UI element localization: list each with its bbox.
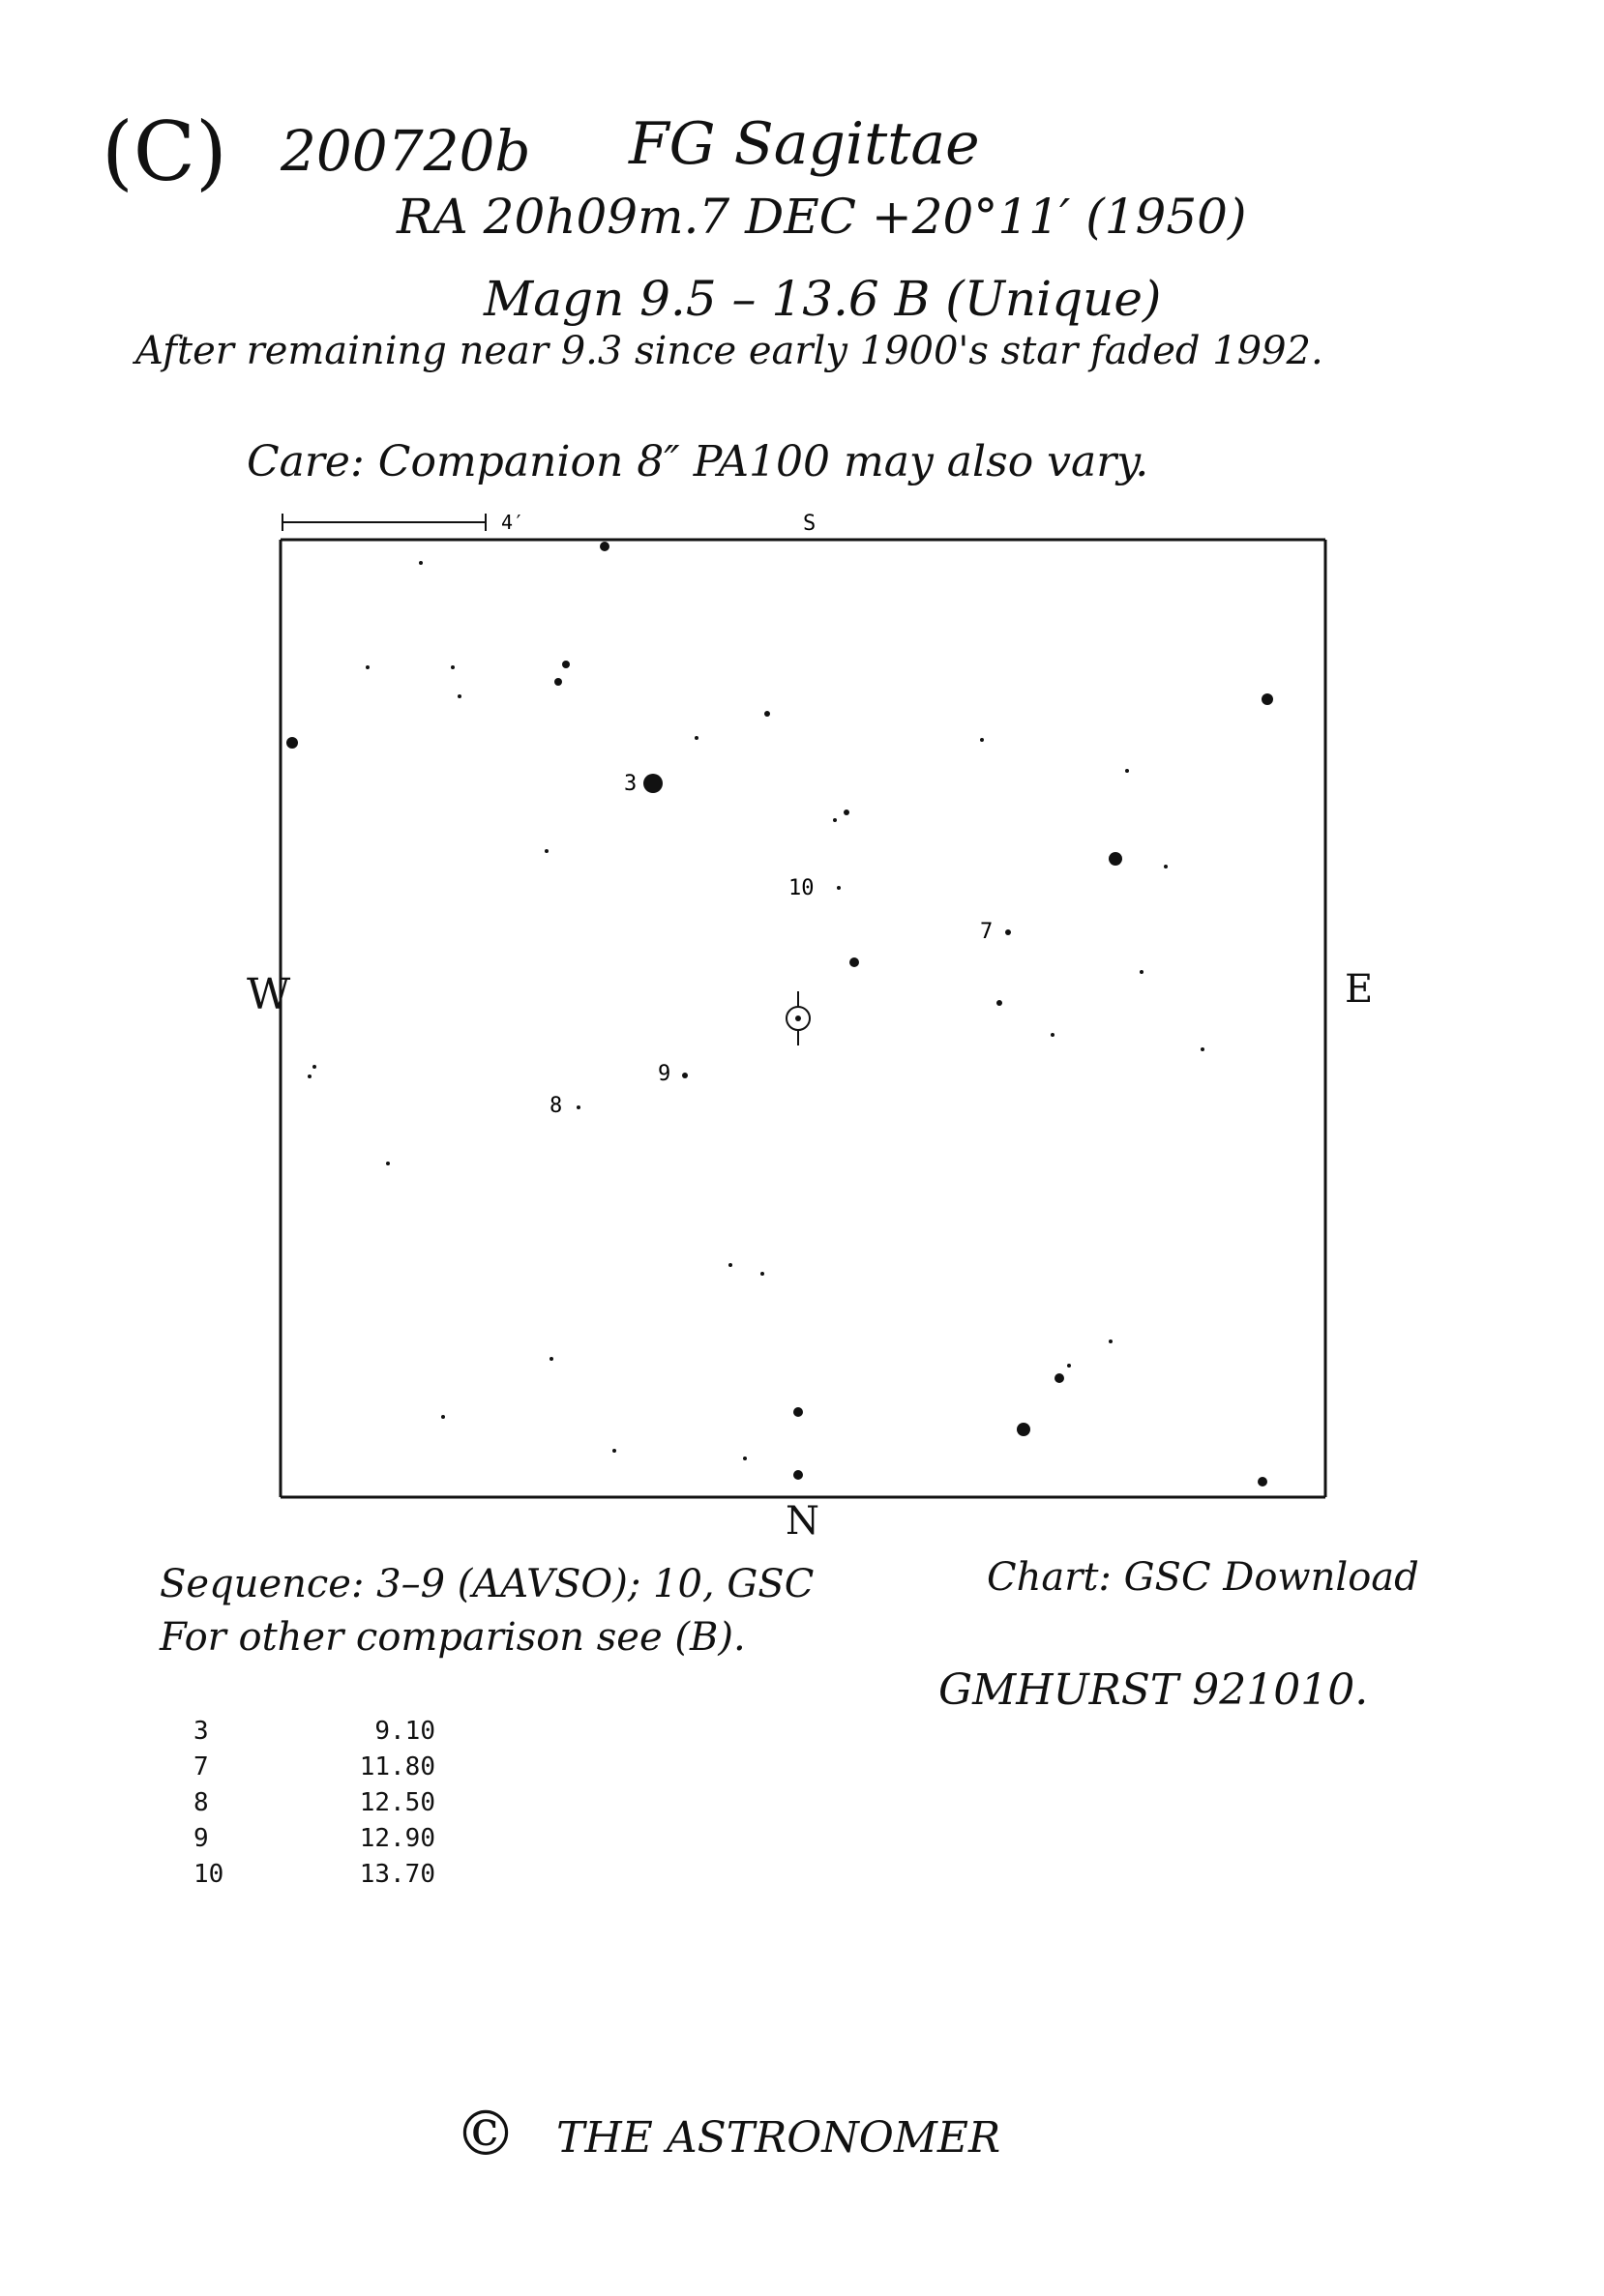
star [562, 661, 570, 668]
star [793, 1407, 803, 1417]
designation: 200720b [281, 118, 531, 184]
direction-north: N [786, 1499, 819, 1544]
star [308, 1074, 312, 1078]
comp-label-10: 10 [788, 876, 815, 900]
comp-star-9 [682, 1073, 688, 1078]
star [554, 678, 562, 686]
seq-mag: 11.80 [359, 1752, 435, 1781]
seq-mag: 12.50 [359, 1788, 435, 1817]
table-row [193, 1750, 435, 1785]
star [980, 738, 984, 742]
scale-bar [282, 511, 524, 534]
seq-id: 8 [193, 1788, 209, 1817]
star [793, 1470, 803, 1480]
star [1054, 1373, 1064, 1383]
star [366, 665, 370, 669]
field-stars [286, 542, 1273, 1487]
other-comparison-note: For other comparison see (B). [160, 1615, 746, 1660]
table-row [193, 1714, 435, 1750]
star [1201, 1047, 1204, 1051]
star [550, 1357, 553, 1361]
direction-west: W [247, 970, 291, 1019]
star [1258, 1477, 1267, 1487]
star [458, 694, 461, 698]
table-row [193, 1785, 435, 1821]
magnitude-range: Magn 9.5 – 13.6 B (Unique) [484, 271, 1162, 327]
star [844, 809, 849, 815]
star [1109, 852, 1122, 866]
coordinates: RA 20h09m.7 DEC +20°11′ (1950) [397, 189, 1247, 245]
caution-note: Care: Companion 8″ PA100 may also vary. [247, 437, 1149, 486]
star [441, 1415, 445, 1419]
history-note: After remaining near 9.3 since early 1900's star faded 1992. [135, 329, 1323, 373]
star [849, 957, 859, 967]
author-date: GMHURST 921010. [938, 1665, 1369, 1715]
star [600, 542, 609, 551]
comp-star-7 [1005, 929, 1011, 935]
table-row [193, 1821, 435, 1857]
comparison-labels [550, 772, 1011, 1118]
star [1262, 693, 1273, 705]
copyright-text: THE ASTRONOMER [556, 2113, 1001, 2163]
star [545, 849, 549, 853]
table-row [193, 1857, 435, 1893]
seq-id: 9 [193, 1824, 209, 1853]
star [643, 774, 663, 793]
star-chart [271, 503, 1345, 1547]
star [695, 736, 698, 740]
star [833, 818, 837, 822]
comp-label-3: 3 [624, 772, 638, 796]
sequence-note: Sequence: 3–9 (AAVSO); 10, GSC [160, 1562, 815, 1606]
star [728, 1263, 732, 1267]
chart-letter: (C) [102, 104, 227, 199]
star [286, 737, 298, 749]
chart-source: Chart: GSC Download [987, 1555, 1419, 1600]
seq-mag: 13.70 [359, 1860, 435, 1889]
star [451, 665, 455, 669]
direction-south: S [803, 512, 817, 536]
star [996, 1000, 1002, 1006]
seq-id: 10 [193, 1860, 224, 1889]
star [743, 1457, 747, 1460]
star [1125, 769, 1129, 773]
seq-id: 3 [193, 1717, 209, 1746]
star [312, 1065, 316, 1069]
star [760, 1272, 764, 1276]
scale-label: 4′ [501, 511, 525, 534]
comp-label-8: 8 [550, 1094, 563, 1118]
variable-star-marker [787, 991, 810, 1045]
star [764, 711, 770, 717]
seq-id: 7 [193, 1752, 209, 1781]
seq-mag: 9.10 [374, 1717, 435, 1746]
copyright-symbol: © [455, 2099, 517, 2170]
star [612, 1449, 616, 1453]
star-name: FG Sagittae [629, 110, 980, 178]
star [1109, 1339, 1113, 1343]
comp-star-8 [577, 1105, 580, 1109]
star [1067, 1364, 1071, 1368]
star [419, 561, 423, 565]
comp-star-10 [837, 886, 841, 890]
direction-east: E [1345, 967, 1374, 1012]
comp-label-9: 9 [658, 1062, 671, 1086]
star [386, 1162, 390, 1165]
sequence-table [193, 1714, 435, 1893]
star [1017, 1423, 1030, 1436]
star [1140, 970, 1144, 974]
seq-mag: 12.90 [359, 1824, 435, 1853]
comp-label-7: 7 [980, 920, 994, 944]
star [1051, 1033, 1054, 1037]
star [1164, 865, 1168, 868]
